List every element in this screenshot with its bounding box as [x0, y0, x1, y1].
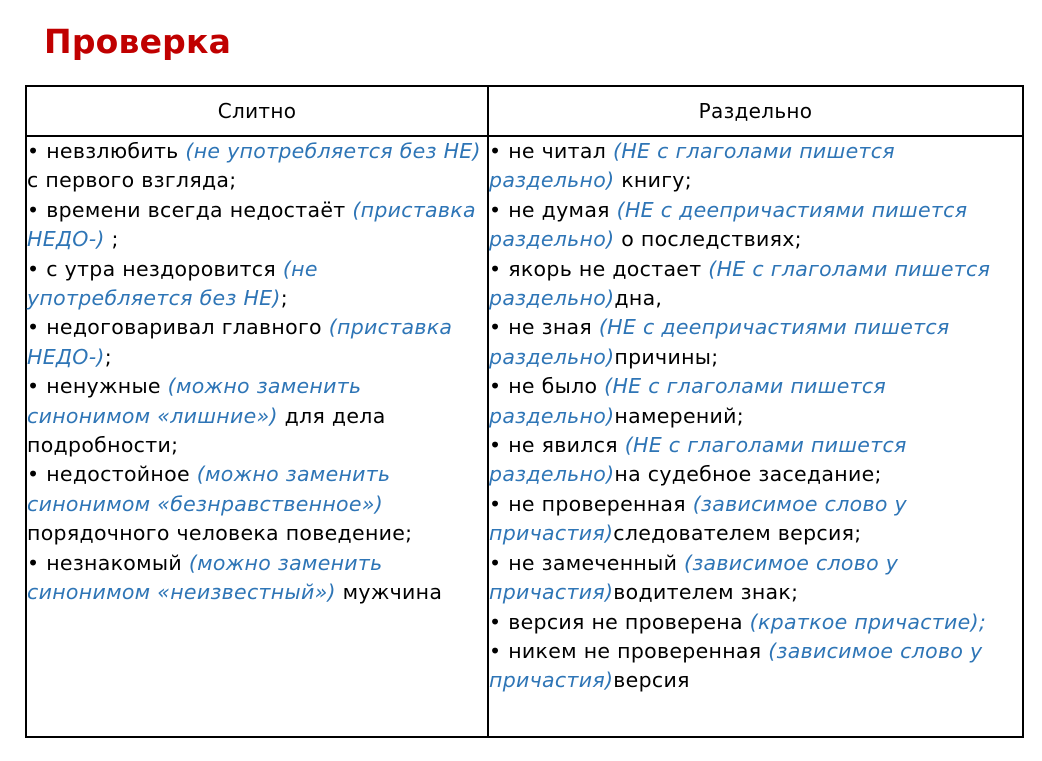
rule-note: (НЕ с деепричастиями пишется раздельно) — [489, 315, 950, 369]
solid-examples-cell — [26, 136, 488, 737]
example-text-continued: для дела подробности; — [27, 403, 386, 458]
bullet-marker: • — [489, 550, 509, 575]
example-text-continued: мужчина — [335, 580, 443, 605]
example-text: с утра нездоровится — [46, 256, 283, 281]
table-header-row — [26, 86, 1023, 136]
example-text: недостойное — [46, 462, 197, 487]
example-text-continued: дна, — [614, 286, 663, 311]
bullet-marker: • — [27, 315, 47, 340]
right-list-item — [489, 549, 1022, 608]
bullet-marker: • — [489, 638, 509, 663]
bullet-marker: • — [489, 197, 509, 222]
right-list-item — [489, 431, 1022, 490]
page-title: Проверка — [44, 22, 232, 61]
example-text-continued: ; — [104, 344, 112, 369]
bullet-marker: • — [489, 609, 509, 634]
example-text: не зная — [508, 315, 599, 340]
left-list-item — [27, 372, 487, 460]
right-list-item — [489, 313, 1022, 372]
example-text: никем не проверенная — [508, 638, 769, 663]
left-list-item — [27, 196, 487, 255]
right-list-item — [489, 196, 1022, 255]
example-text-continued: ; — [280, 286, 288, 311]
spelling-table — [25, 85, 1024, 738]
rule-note: (можно заменить синонимом «лишние») — [27, 374, 362, 428]
rule-note: (не употребляется без НЕ) — [27, 256, 318, 311]
left-list-item — [27, 313, 487, 372]
example-text: не проверенная — [508, 491, 693, 516]
rule-note: (приставка НЕДО-) — [27, 315, 453, 369]
rule-note: (зависимое слово у причастия) — [489, 550, 899, 605]
rule-note: (НЕ с глаголами пишется раздельно) — [489, 139, 895, 193]
example-text-continued: водителем знак; — [613, 580, 799, 605]
separate-examples-cell — [488, 136, 1023, 737]
bullet-marker: • — [27, 550, 47, 575]
example-text: невзлюбить — [46, 139, 186, 163]
right-list-item — [489, 637, 1022, 696]
right-list-item — [489, 490, 1022, 549]
bullet-marker: • — [489, 374, 509, 399]
right-list-item — [489, 255, 1022, 314]
solid-examples-list — [27, 137, 487, 608]
example-text-continued: следователем версия; — [613, 521, 862, 546]
column-header-separate: Раздельно — [488, 86, 1023, 136]
column-header-solid: Слитно — [26, 86, 488, 136]
rule-note: (приставка НЕДО-) — [27, 197, 476, 252]
left-list-item — [27, 549, 487, 608]
bullet-marker: • — [489, 256, 509, 281]
example-text-continued: ; — [104, 227, 119, 252]
rule-note: (можно заменить синонимом «безнравственное») — [27, 462, 391, 516]
rule-note: (не употребляется без НЕ) — [185, 139, 481, 163]
example-text-continued: намерений; — [614, 403, 745, 428]
bullet-marker: • — [27, 197, 47, 222]
rule-note: (зависимое слово у причастия) — [489, 491, 907, 546]
example-text: версия не проверена — [508, 609, 750, 634]
bullet-marker: • — [27, 256, 47, 281]
example-text: времени всегда недостаёт — [46, 197, 353, 222]
bullet-marker: • — [489, 433, 509, 458]
example-text: недоговаривал главного — [46, 315, 329, 340]
bullet-marker: • — [489, 315, 509, 340]
example-text: не читал — [508, 139, 614, 163]
example-text-continued: порядочного человека поведение; — [27, 521, 413, 546]
right-list-item — [489, 372, 1022, 431]
rule-note: (НЕ с деепричастиями пишется раздельно) — [489, 197, 968, 252]
example-text-continued: с первого взгляда; — [27, 168, 237, 193]
example-text: ненужные — [46, 374, 168, 399]
example-text: якорь не достает — [508, 256, 709, 281]
table-body-row — [26, 136, 1023, 737]
rule-note: (НЕ с глаголами пишется раздельно) — [489, 256, 991, 311]
rule-note: (зависимое слово у причастия) — [489, 638, 983, 693]
example-text-continued: причины; — [614, 344, 719, 369]
example-text-continued: о последствиях; — [614, 227, 802, 252]
right-list-item — [489, 608, 1022, 637]
example-text: не явился — [508, 433, 625, 458]
bullet-marker: • — [27, 462, 47, 487]
right-list-item — [489, 137, 1022, 196]
example-text-continued: на судебное заседание; — [614, 462, 882, 487]
bullet-marker: • — [27, 374, 47, 399]
left-list-item — [27, 255, 487, 314]
bullet-marker: • — [27, 139, 47, 163]
rule-note: (краткое причастие); — [749, 609, 987, 634]
example-text: незнакомый — [46, 550, 189, 575]
example-text: не было — [508, 374, 605, 399]
bullet-marker: • — [489, 139, 509, 163]
example-text: не думая — [508, 197, 617, 222]
left-list-item — [27, 460, 487, 548]
example-text-continued: книгу; — [614, 168, 692, 193]
left-list-item — [27, 137, 487, 196]
rule-note: (НЕ с глаголами пишется раздельно) — [489, 433, 907, 487]
bullet-marker: • — [489, 491, 509, 516]
rule-note: (можно заменить синонимом «неизвестный») — [27, 550, 383, 605]
example-text-continued: версия — [613, 668, 690, 693]
example-text: не замеченный — [508, 550, 685, 575]
rule-note: (НЕ с глаголами пишется раздельно) — [489, 374, 887, 428]
separate-examples-list — [489, 137, 1022, 696]
